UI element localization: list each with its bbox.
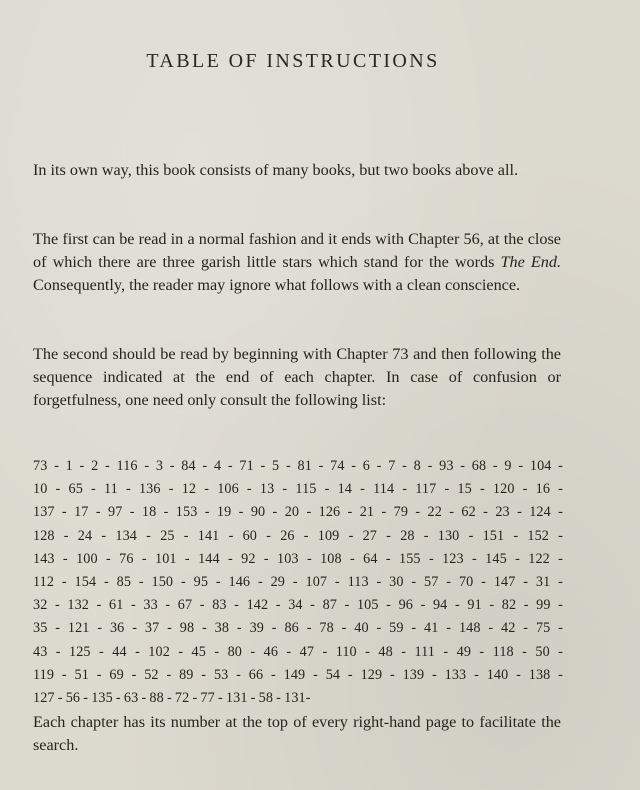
sequence-line: 137 - 17 - 97 - 18 - 153 - 19 - 90 - 20 - 126 - 21 - 79 - 22 - 62 - 23 - 124 - (33, 504, 563, 521)
sequence-line: 127 - 56 - 135 - 63 - 88 - 72 - 77 - 131 - 58 - 131- (33, 690, 311, 707)
sequence-line: 32 - 132 - 61 - 33 - 67 - 83 - 142 - 34 - 87 - 105 - 96 - 94 - 91 - 82 - 99 - (33, 597, 563, 614)
sequence-line: 112 - 154 - 85 - 150 - 95 - 146 - 29 - 107 - 113 - 30 - 57 - 70 - 147 - 31 - (33, 574, 563, 591)
page-title: TABLE OF INSTRUCTIONS (146, 50, 440, 72)
sequence-line: 10 - 65 - 11 - 136 - 12 - 106 - 13 - 115 - 14 - 114 - 117 - 15 - 120 - 16 - (33, 481, 563, 498)
first-book-text-a: The first can be read in a normal fashion and it ends with Chapter 56, at the close of which there are three garish little stars which stand for the words (33, 230, 561, 271)
second-book-paragraph: The second should be read by beginning with Chapter 73 and then following the sequence indicated at the end of each chapter. In case of confusion or forgetfulness, one need only consult the following list: (33, 345, 561, 409)
sequence-line: 43 - 125 - 44 - 102 - 45 - 80 - 46 - 47 - 110 - 48 - 111 - 49 - 118 - 50 - (33, 643, 563, 660)
sequence-line: 128 - 24 - 134 - 25 - 141 - 60 - 26 - 109 - 27 - 28 - 130 - 151 - 152 - (33, 527, 563, 544)
sequence-line: 35 - 121 - 36 - 37 - 98 - 38 - 39 - 86 - 78 - 40 - 59 - 41 - 148 - 42 - 75 - (33, 620, 563, 637)
sequence-line: 119 - 51 - 69 - 52 - 89 - 53 - 66 - 149 - 54 - 129 - 139 - 133 - 140 - 138 - (33, 666, 563, 683)
closing-paragraph: Each chapter has its number at the top of every right-hand page to facilitate the search. (33, 713, 561, 754)
first-book-paragraph (33, 228, 561, 297)
chapter-sequence-list (33, 455, 563, 710)
first-book-text-b: Consequently, the reader may ignore what follows with a clean conscience. (33, 276, 521, 294)
sequence-line: 143 - 100 - 76 - 101 - 144 - 92 - 103 - 108 - 64 - 155 - 123 - 145 - 122 - (33, 550, 563, 567)
sequence-line: 73 - 1 - 2 - 116 - 3 - 84 - 4 - 71 - 5 - 81 - 74 - 6 - 7 - 8 - 93 - 68 - 9 - 104 - (33, 458, 563, 474)
intro-paragraph: In its own way, this book consists of many books, but two books above all. (33, 161, 518, 179)
the-end-emphasis: The End. (500, 253, 562, 271)
